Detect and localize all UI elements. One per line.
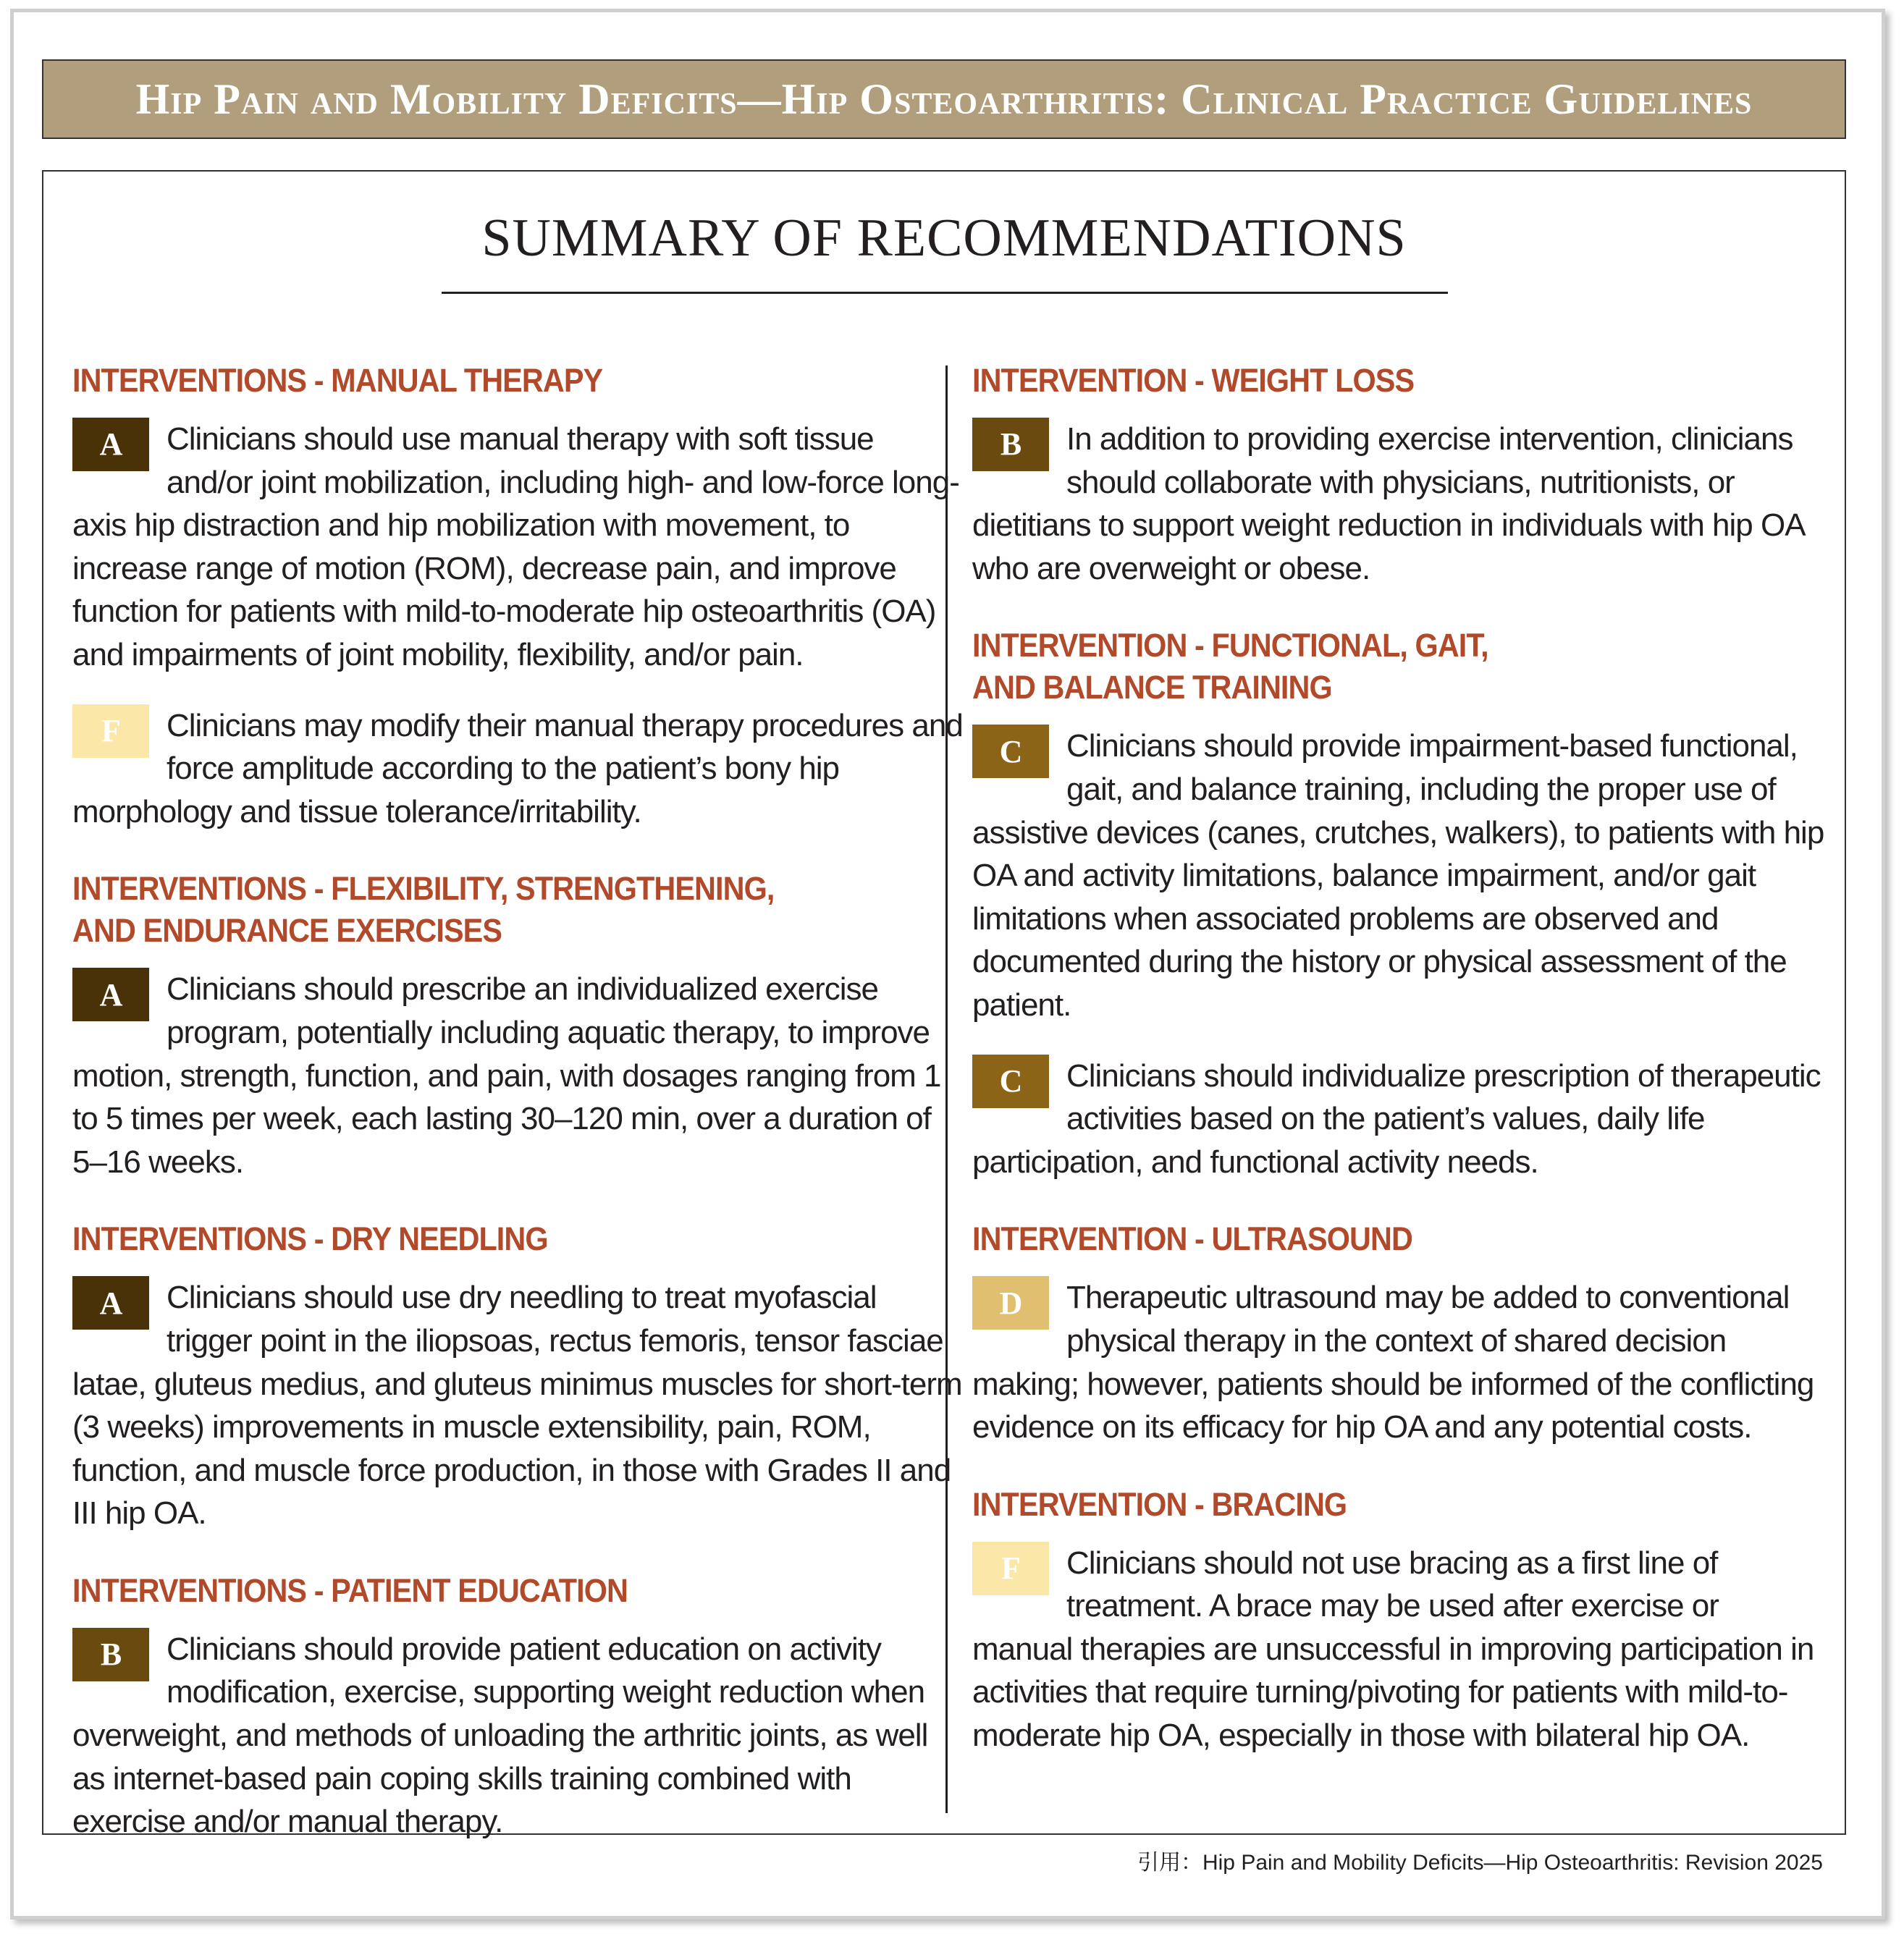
recommendation-text: Therapeutic ultrasound may be added to conventional physical therapy in the context of shared decision making; however, patients should be informed of the conflicting evidence on its efficacy for hip OA and any potential costs. bbox=[972, 1280, 1814, 1445]
grade-badge: A bbox=[72, 1276, 149, 1330]
summary-title: SUMMARY OF RECOMMENDATIONS bbox=[481, 208, 1407, 268]
recommendation-text: Clinicians should use dry needling to treat myofascial trigger point in the iliopsoas, rectus femoris, tensor fasciae latae, gluteus medius, and gluteus minimus muscles for short-term (3 weeks) improvements in muscle extensibility, pain, ROM, function, and muscle force production, in those with Grades II and III hip OA. bbox=[72, 1280, 962, 1532]
recommendation-section bbox=[72, 360, 963, 833]
recommendation bbox=[72, 418, 963, 677]
recommendation bbox=[72, 704, 963, 834]
recommendation-text: Clinicians should use manual therapy with soft tissue and/or joint mobilization, including high- and low-force long-axis hip distraction and hip mobilization with movement, to increase range of motion (ROM), decrease pain, and improve function for patients with mild-to-moderate hip osteoarthritis (OA) and impairments of joint mobility, flexibility, and/or pain. bbox=[72, 421, 959, 672]
grade-badge: D bbox=[972, 1276, 1049, 1330]
recommendation bbox=[972, 1276, 1827, 1448]
section-heading: INTERVENTION - WEIGHT LOSS bbox=[972, 362, 1415, 399]
summary-box bbox=[42, 170, 1846, 1840]
recommendation bbox=[972, 725, 1827, 1026]
recommendation bbox=[72, 1628, 963, 1844]
guideline-banner bbox=[42, 59, 1846, 139]
recommendation-text: Clinicians should not use bracing as a first line of treatment. A brace may be used after exercise or manual therapies are unsuccessful in improving participation in activities that require turning/pivoting for patients with mild-to-moderate hip OA, especially in those with bilateral hip OA. bbox=[972, 1545, 1814, 1754]
recommendation bbox=[972, 418, 1827, 590]
grade-badge: A bbox=[72, 968, 149, 1021]
section-heading: INTERVENTION - ULTRASOUND bbox=[972, 1220, 1412, 1258]
recommendation-section bbox=[972, 1218, 1827, 1448]
grade-badge: C bbox=[972, 725, 1049, 778]
recommendation bbox=[972, 1542, 1827, 1757]
section-heading: INTERVENTION - FUNCTIONAL, GAIT, AND BALANCE TRAINING bbox=[972, 627, 1488, 706]
recommendation bbox=[72, 1276, 963, 1535]
right-column bbox=[972, 360, 1827, 1792]
recommendation-text: Clinicians may modify their manual therapy procedures and force amplitude according to the patient’s bony hip morphology and tissue tolerance/irritability. bbox=[72, 707, 963, 829]
recommendation-text: Clinicians should prescribe an individualized exercise program, potentially including aquatic therapy, to improve motion, strength, function, and pain, with dosages ranging from 1 to 5 times per week, each lasting 30–120 min, over a duration of 5–16 weeks. bbox=[72, 971, 941, 1180]
section-heading: INTERVENTIONS - FLEXIBILITY, STRENGTHENING, AND ENDURANCE EXERCISES bbox=[72, 870, 775, 950]
section-heading: INTERVENTIONS - PATIENT EDUCATION bbox=[72, 1571, 628, 1609]
recommendation-section bbox=[72, 1218, 963, 1535]
recommendation-section bbox=[972, 625, 1827, 1183]
recommendation-section bbox=[72, 868, 963, 1183]
grade-badge: F bbox=[972, 1542, 1049, 1595]
recommendation-text: Clinicians should individualize prescription of therapeutic activities based on the patient’s values, daily life participation, and functional activity needs. bbox=[972, 1057, 1821, 1180]
title-underline bbox=[442, 292, 1448, 294]
grade-badge: C bbox=[972, 1055, 1049, 1108]
grade-badge: B bbox=[72, 1628, 149, 1681]
grade-badge: B bbox=[972, 418, 1049, 471]
section-heading: INTERVENTIONS - MANUAL THERAPY bbox=[72, 362, 603, 399]
citation: 引用：Hip Pain and Mobility Deficits—Hip Osteoarthritis: Revision 2025 bbox=[1137, 1851, 1823, 1875]
recommendation bbox=[972, 1055, 1827, 1184]
recommendation-text: Clinicians should provide impairment-based functional, gait, and balance training, including the proper use of assistive devices (canes, crutches, walkers), to patients with hip OA and activity limitations, balance impairment, and/or gait limitations when associated problems are observed and documented during the history or physical assessment of the patient. bbox=[972, 728, 1824, 1023]
recommendation-text: In addition to providing exercise intervention, clinicians should collaborate with physicians, nutritionists, or dietitians to support weight reduction in individuals with hip OA who are overweight or obese. bbox=[972, 421, 1804, 586]
recommendation-section bbox=[972, 1484, 1827, 1757]
banner-title: Hip Pain and Mobility Deficits—Hip Osteoarthritis: Clinical Practice Guidelines bbox=[135, 75, 1753, 123]
recommendation-section bbox=[72, 1570, 963, 1844]
recommendation bbox=[72, 968, 963, 1183]
section-heading: INTERVENTION - BRACING bbox=[972, 1485, 1347, 1523]
left-column bbox=[72, 360, 963, 1878]
section-heading: INTERVENTIONS - DRY NEEDLING bbox=[72, 1220, 548, 1258]
grade-badge: A bbox=[72, 418, 149, 471]
recommendation-text: Clinicians should provide patient education on activity modification, exercise, supporting weight reduction when overweight, and methods of unloading the arthritic joints, as well as internet-based pain coping skills training combined with exercise and/or manual therapy. bbox=[72, 1631, 928, 1840]
recommendation-section bbox=[972, 360, 1827, 590]
grade-badge: F bbox=[72, 704, 149, 758]
